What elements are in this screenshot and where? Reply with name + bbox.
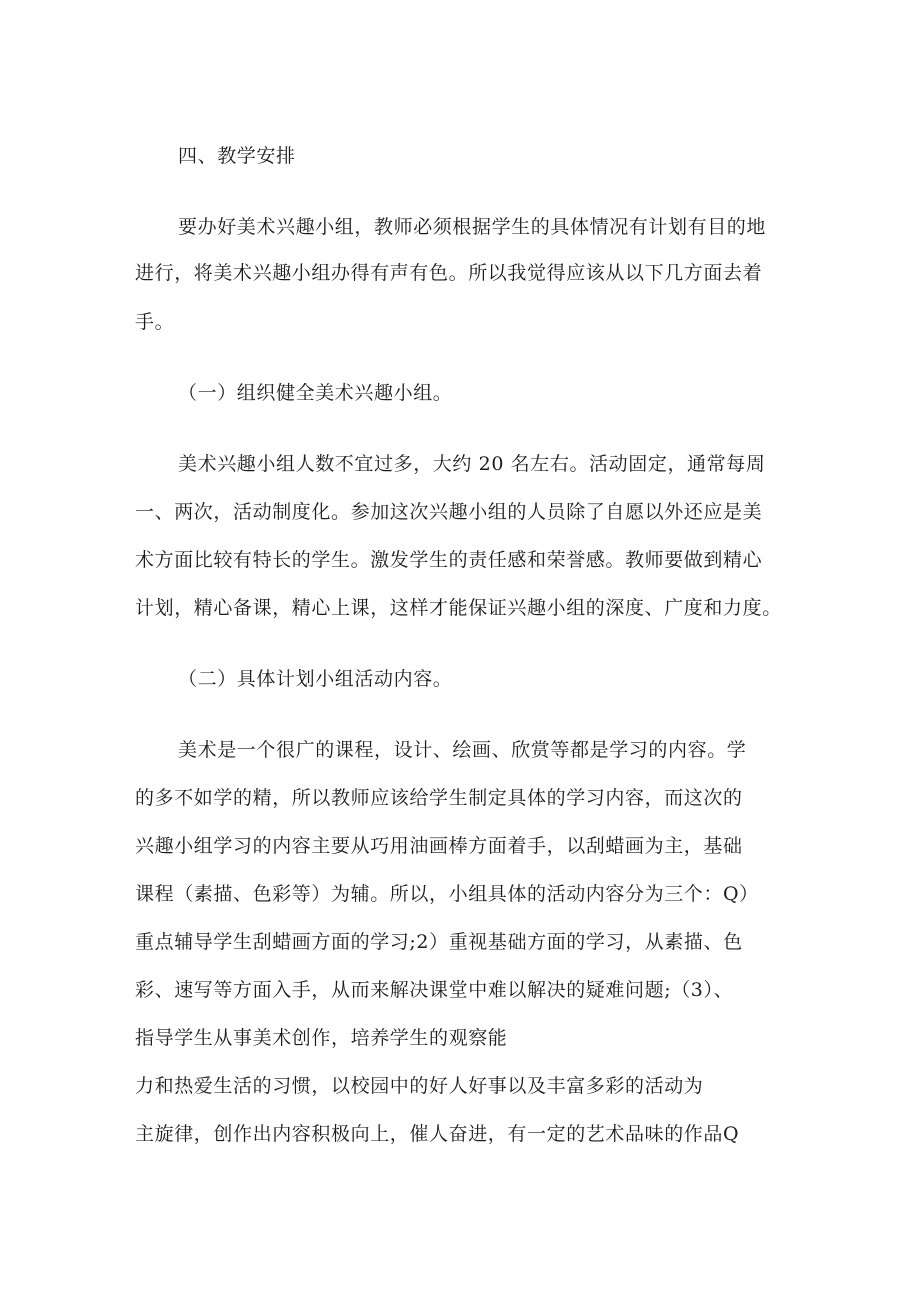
- paragraph-line: 指导学生从事美术创作，培养学生的观察能: [135, 1027, 508, 1049]
- paragraph-line: 的多不如学的精，所以教师应该给学生制定具体的学习内容，而这次的: [135, 787, 743, 809]
- paragraph-line: 课程（素描、色彩等）为辅。所以，小组具体的活动内容分为三个：Q）: [135, 883, 759, 905]
- paragraph-line: 美术兴趣小组人数不宜过多，大约 20 名左右。活动固定，通常每周: [178, 453, 766, 475]
- subsection-title-1: （一）组织健全美术兴趣小组。: [178, 382, 453, 404]
- subsection-title-2: （二）具体计划小组活动内容。: [178, 668, 453, 690]
- intro-line-2: 进行，将美术兴趣小组办得有声有色。所以我觉得应该从以下几方面去着: [135, 262, 763, 284]
- paragraph-line: 彩、速写等方面入手，从而来解决课堂中难以解决的疑难问题;（3）、: [135, 979, 734, 1001]
- intro-line-3: 手。: [135, 311, 175, 333]
- paragraph-line: 力和热爱生活的习惯，以校园中的好人好事以及丰富多彩的活动为: [135, 1075, 704, 1097]
- paragraph-line: 主旋律，创作出内容积极向上，催人奋进，有一定的艺术品味的作品Q: [135, 1123, 740, 1145]
- paragraph-line: 美术是一个很广的课程，设计、绘画、欣赏等都是学习的内容。学: [178, 739, 747, 761]
- paragraph-line: 一、两次，活动制度化。参加这次兴趣小组的人员除了自愿以外还应是美: [135, 501, 763, 523]
- intro-line-1: 要办好美术兴趣小组，教师必须根据学生的具体情况有计划有目的地: [178, 216, 767, 238]
- section-heading: 四、教学安排: [178, 145, 296, 167]
- paragraph-line: 计划，精心备课，精心上课，这样才能保证兴趣小组的深度、广度和力度。: [135, 597, 782, 619]
- paragraph-line: 重点辅导学生刮蜡画方面的学习;2）重视基础方面的学习，从素描、色: [135, 931, 743, 953]
- paragraph-line: 术方面比较有特长的学生。激发学生的责任感和荣誉感。教师要做到精心: [135, 549, 763, 571]
- paragraph-line: 兴趣小组学习的内容主要从巧用油画棒方面着手，以刮蜡画为主，基础: [135, 835, 743, 857]
